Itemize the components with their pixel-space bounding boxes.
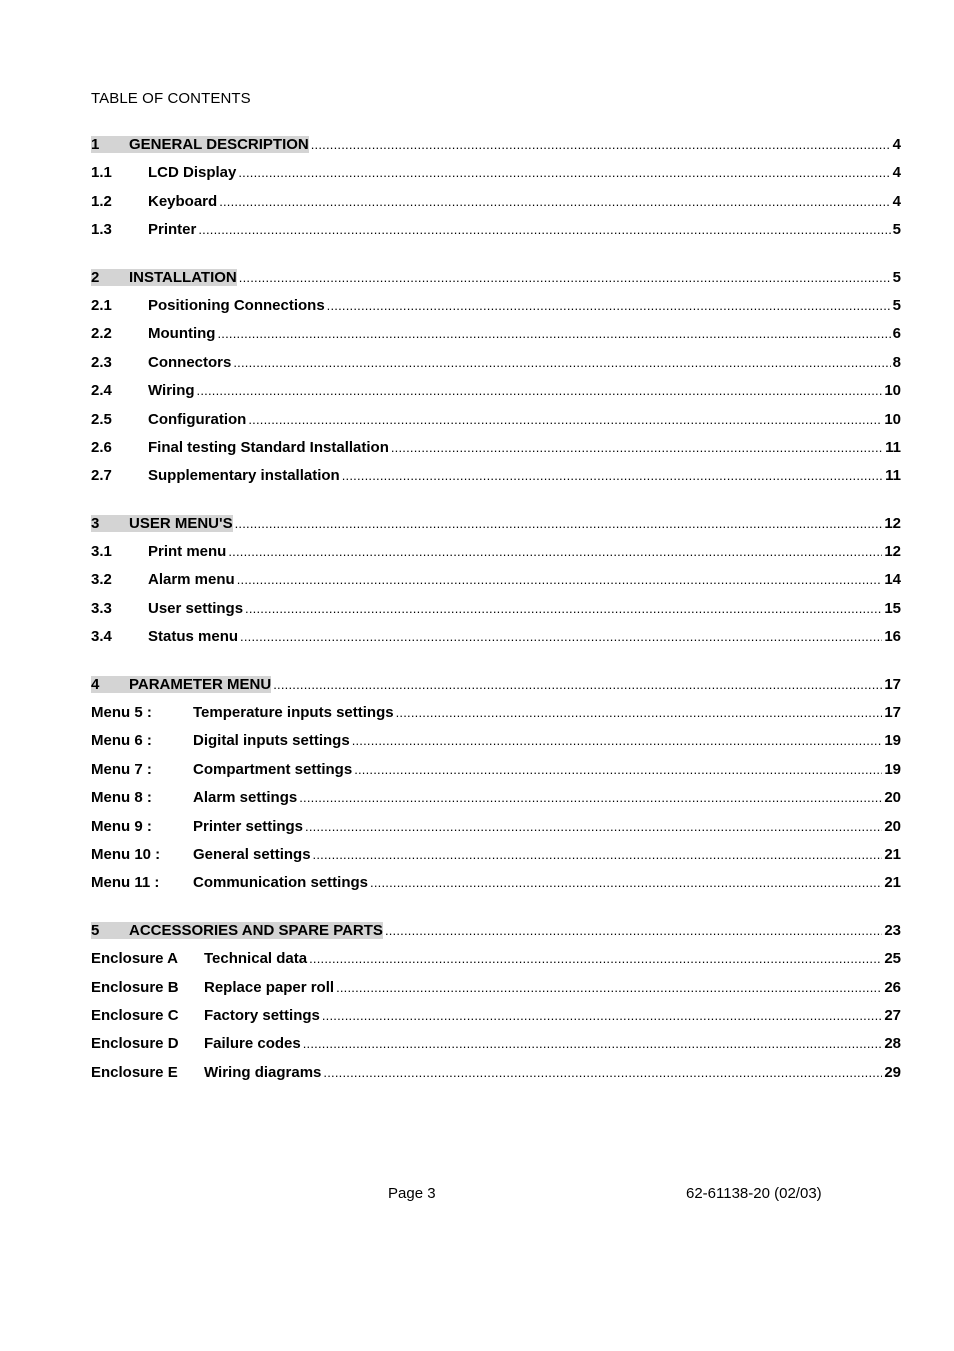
toc-entry[interactable] xyxy=(91,628,901,656)
toc-number: 3.3 xyxy=(91,599,112,617)
toc-entry[interactable] xyxy=(91,1064,901,1092)
dot-leader xyxy=(352,733,883,748)
toc-entry[interactable] xyxy=(91,704,901,732)
toc-number: 2.1 xyxy=(91,296,112,314)
toc-title: Final testing Standard Installation xyxy=(148,438,389,456)
toc-page: 12 xyxy=(884,543,901,561)
toc-page: 19 xyxy=(884,760,901,778)
toc-page: 19 xyxy=(884,732,901,750)
toc-page: 11 xyxy=(885,438,901,456)
toc-page: 5 xyxy=(892,221,901,239)
toc-number: 1.1 xyxy=(91,164,112,182)
dot-leader xyxy=(240,629,882,644)
toc-page: 11 xyxy=(885,467,901,485)
toc-page: 21 xyxy=(884,845,901,863)
toc-page: 23 xyxy=(884,921,901,939)
toc-number: 1 xyxy=(91,136,129,153)
dot-leader xyxy=(233,355,890,370)
toc-number: Menu 9 : xyxy=(91,817,152,835)
dot-leader xyxy=(385,923,882,938)
toc-number: 1.2 xyxy=(91,192,112,210)
toc-page: 10 xyxy=(884,410,901,428)
toc-page: 6 xyxy=(892,325,901,343)
toc-page: 16 xyxy=(884,628,901,646)
toc-title: Digital inputs settings xyxy=(193,732,350,750)
dot-leader xyxy=(273,677,882,692)
toc-entry[interactable] xyxy=(91,439,901,467)
toc-number: 3.2 xyxy=(91,571,112,589)
dot-leader xyxy=(322,1008,882,1023)
toc-entry[interactable] xyxy=(91,221,901,249)
toc-entry[interactable] xyxy=(91,193,901,221)
toc-title: Wiring diagrams xyxy=(204,1063,322,1081)
footer-page-number: Page 3 xyxy=(388,1185,436,1202)
toc-page: 17 xyxy=(884,704,901,722)
toc-number: 5 xyxy=(91,922,129,939)
toc-page: 5 xyxy=(892,296,901,314)
toc-heading-5[interactable] xyxy=(91,922,901,950)
toc-number: Menu 5 : xyxy=(91,704,152,722)
toc-number: 2.6 xyxy=(91,438,112,456)
toc-number: 3.1 xyxy=(91,543,112,561)
toc-entry[interactable] xyxy=(91,571,901,599)
toc-title: User settings xyxy=(148,599,244,617)
dot-leader xyxy=(239,270,891,285)
dot-leader xyxy=(235,516,883,531)
toc-number: Menu 10 : xyxy=(91,845,161,863)
toc-page: 27 xyxy=(884,1006,901,1024)
toc-title: Temperature inputs settings xyxy=(193,704,394,722)
toc-title: Alarm menu xyxy=(148,571,235,589)
toc-title: Connectors xyxy=(148,353,232,371)
toc-page: 29 xyxy=(884,1063,901,1081)
toc-title: INSTALLATION xyxy=(129,268,237,286)
dot-leader xyxy=(238,165,890,180)
toc-number: 3 xyxy=(91,515,129,532)
dot-leader xyxy=(327,298,891,313)
toc-page: 17 xyxy=(884,675,901,693)
dot-leader xyxy=(198,222,890,237)
toc-page: 20 xyxy=(884,789,901,807)
toc-page: 28 xyxy=(884,1035,901,1053)
toc-entry[interactable] xyxy=(91,164,901,192)
toc-title: PARAMETER MENU xyxy=(129,675,272,693)
dot-leader xyxy=(303,1036,883,1051)
toc-entry[interactable] xyxy=(91,979,901,1007)
toc-page: 25 xyxy=(884,950,901,968)
toc-number: Menu 6 : xyxy=(91,732,152,750)
dot-leader xyxy=(305,819,882,834)
toc-page: 8 xyxy=(892,353,901,371)
toc-page: 20 xyxy=(884,817,901,835)
toc-number: Menu 7 : xyxy=(91,760,152,778)
toc-number: Enclosure D xyxy=(91,1035,179,1053)
toc-title: Positioning Connections xyxy=(148,296,325,314)
toc-entry[interactable] xyxy=(91,874,901,902)
toc-entry[interactable] xyxy=(91,761,901,789)
footer-document-reference: 62-61138-20 (02/03) xyxy=(686,1185,822,1202)
dot-leader xyxy=(396,705,883,720)
toc-entry[interactable] xyxy=(91,1007,901,1035)
dot-leader xyxy=(313,847,883,862)
toc-page: 12 xyxy=(884,514,901,532)
toc-number: Enclosure E xyxy=(91,1063,178,1081)
toc-heading-4[interactable] xyxy=(91,676,901,704)
toc-title: Supplementary installation xyxy=(148,467,340,485)
toc-number: Menu 11 : xyxy=(91,874,160,892)
toc-number: 2.3 xyxy=(91,353,112,371)
page-title: TABLE OF CONTENTS xyxy=(91,90,251,107)
toc-number: 2.4 xyxy=(91,382,112,400)
toc-title: GENERAL DESCRIPTION xyxy=(129,136,309,153)
toc-title: Printer xyxy=(148,221,197,239)
toc-title: Factory settings xyxy=(204,1006,320,1024)
toc-title: Communication settings xyxy=(193,874,369,892)
toc-heading-2[interactable] xyxy=(91,269,901,297)
toc-title: Printer settings xyxy=(193,817,304,835)
toc-title: Print menu xyxy=(148,543,227,561)
toc-title: Technical data xyxy=(204,950,308,968)
dot-leader xyxy=(217,326,890,341)
toc-title: General settings xyxy=(193,845,311,863)
toc-heading-1[interactable] xyxy=(91,136,901,164)
dot-leader xyxy=(237,572,883,587)
dot-leader xyxy=(311,137,891,152)
toc-number: Enclosure A xyxy=(91,950,178,968)
dot-leader xyxy=(391,440,883,455)
toc-page: 4 xyxy=(892,164,901,182)
toc-title: LCD Display xyxy=(148,164,237,182)
toc-number: 3.4 xyxy=(91,628,112,646)
toc-entry[interactable] xyxy=(91,600,901,628)
toc-number: 4 xyxy=(91,676,129,693)
toc-number: 1.3 xyxy=(91,221,112,239)
toc-entry[interactable] xyxy=(91,789,901,817)
toc-number: 2.2 xyxy=(91,325,112,343)
dot-leader xyxy=(309,951,882,966)
dot-leader xyxy=(336,980,882,995)
toc-title: Status menu xyxy=(148,628,239,646)
toc-entry[interactable] xyxy=(91,950,901,978)
toc-entry[interactable] xyxy=(91,411,901,439)
toc-entry[interactable] xyxy=(91,1035,901,1063)
toc-entry[interactable] xyxy=(91,543,901,571)
dot-leader xyxy=(228,544,882,559)
toc-title: ACCESSORIES AND SPARE PARTS xyxy=(129,921,383,939)
toc-title: Wiring xyxy=(148,382,195,400)
toc-page: 21 xyxy=(884,874,901,892)
toc-entry[interactable] xyxy=(91,846,901,874)
dot-leader xyxy=(370,875,882,890)
toc-page: 15 xyxy=(884,599,901,617)
toc-title: Mounting xyxy=(148,325,216,343)
dot-leader xyxy=(299,790,882,805)
toc-page: 26 xyxy=(884,978,901,996)
toc-number: 2 xyxy=(91,269,129,286)
toc-entry[interactable] xyxy=(91,382,901,410)
toc-entry[interactable] xyxy=(91,732,901,760)
toc-title: Keyboard xyxy=(148,192,218,210)
dot-leader xyxy=(342,468,883,483)
toc-title: Failure codes xyxy=(204,1035,301,1053)
toc-number: Enclosure C xyxy=(91,1006,179,1024)
toc-title: Alarm settings xyxy=(193,789,298,807)
toc-title: USER MENU'S xyxy=(129,514,233,532)
toc-title: Compartment settings xyxy=(193,760,353,778)
toc-page: 5 xyxy=(892,268,901,286)
toc-entry[interactable] xyxy=(91,325,901,353)
toc-number: 2.5 xyxy=(91,410,112,428)
toc-title: Replace paper roll xyxy=(204,978,335,996)
toc-entry[interactable] xyxy=(91,297,901,325)
dot-leader xyxy=(323,1065,882,1080)
toc-page: 10 xyxy=(884,382,901,400)
toc-number: 2.7 xyxy=(91,467,112,485)
dot-leader xyxy=(245,601,882,616)
toc-page: 4 xyxy=(892,136,901,153)
toc-entry[interactable] xyxy=(91,467,901,495)
dot-leader xyxy=(197,383,883,398)
dot-leader xyxy=(248,412,882,427)
toc-heading-3[interactable] xyxy=(91,515,901,543)
dot-leader xyxy=(219,194,890,209)
toc-number: Menu 8 : xyxy=(91,789,152,807)
dot-leader xyxy=(354,762,882,777)
toc-page: 14 xyxy=(884,571,901,589)
toc-title: Configuration xyxy=(148,410,247,428)
table-of-contents xyxy=(91,136,901,1092)
toc-entry[interactable] xyxy=(91,354,901,382)
toc-entry[interactable] xyxy=(91,818,901,846)
toc-page: 4 xyxy=(892,192,901,210)
toc-number: Enclosure B xyxy=(91,978,179,996)
